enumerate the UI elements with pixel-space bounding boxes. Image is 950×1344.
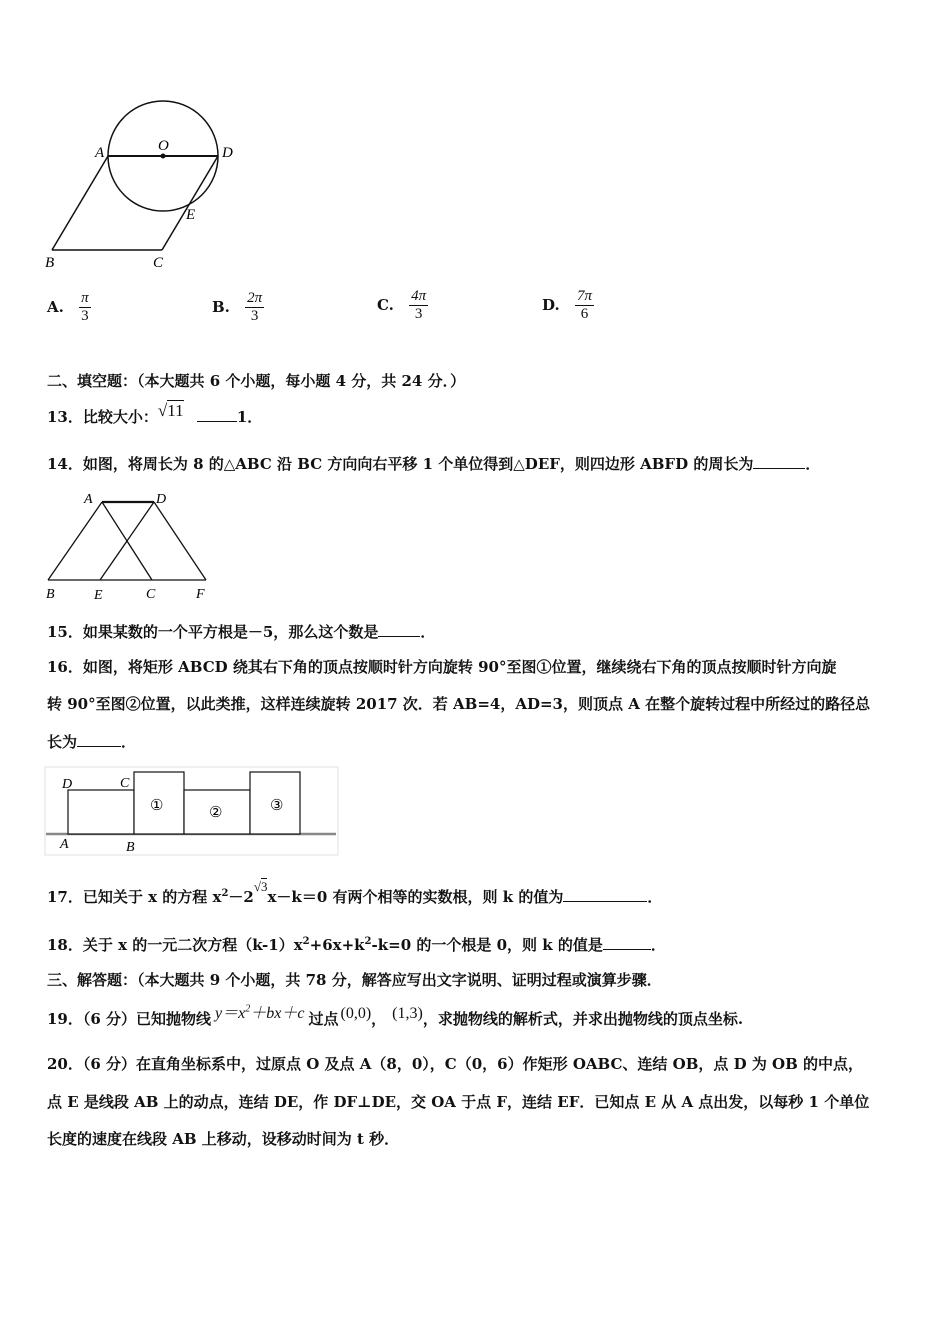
answer-blank[interactable] [378, 635, 420, 637]
option-a[interactable] [47, 290, 91, 326]
question-18 [47, 934, 666, 955]
numerator: 7π [575, 288, 594, 306]
figure-translated-triangles [40, 488, 220, 606]
option-letter: A. [47, 297, 64, 316]
question-20-line-1: 20．（6 分）在直角坐标系中，过原点 O 及点 A（8，0），C（0，6）作矩形 OABC、连结 OB，点 D 为 OB 的中点， [47, 1055, 864, 1073]
label-c: C [146, 587, 156, 602]
center-point-o [161, 154, 166, 159]
q18-prefix: 18．关于 x 的一元二次方程（k-1）x [47, 936, 303, 954]
label-a: A [84, 492, 93, 507]
q19-mid: 过点 [308, 1010, 339, 1028]
option-letter: B. [212, 297, 230, 316]
point-2: (1,3) [392, 1005, 423, 1022]
q14-end: ． [805, 455, 821, 473]
exponent: 2 [364, 936, 372, 947]
denominator: 6 [580, 306, 589, 323]
label-b: B [126, 840, 135, 855]
formula-part: y＝x [215, 1005, 246, 1022]
q18-end: ． [650, 936, 666, 954]
q13-prefix: 13．比较大小： [47, 408, 158, 426]
marker-2: ② [209, 805, 223, 821]
numerator: 4π [409, 288, 428, 306]
option-c[interactable] [377, 288, 428, 324]
q19-prefix: 19．（6 分）已知抛物线 [47, 1010, 212, 1028]
answer-blank[interactable] [197, 420, 237, 422]
label-c: C [120, 776, 130, 791]
section-title-solve: 三、解答题：（本大题共 9 个小题，共 78 分，解答应写出文字说明、证明过程或演算步骤． [47, 971, 662, 989]
label-a: A [95, 145, 105, 161]
q14-text: 14．如图，将周长为 8 的△ABC 沿 BC 方向向右平移 1 个单位得到△DEF，则四边形 ABFD 的周长为 [47, 455, 754, 473]
label-f: F [196, 587, 205, 602]
option-d[interactable] [542, 288, 594, 324]
label-c: C [153, 255, 164, 271]
exponent: 2 [245, 1003, 251, 1015]
segment-ab [48, 502, 102, 580]
marker-3: ③ [270, 798, 284, 814]
label-d: D [62, 777, 73, 792]
sqrt-11: √11 [157, 401, 184, 420]
question-17 [47, 879, 663, 907]
q19-comma: ， [371, 1010, 387, 1028]
q18-mid1: +6x+k [309, 936, 365, 954]
fraction [409, 288, 428, 324]
question-16-line-1: 16．如图，将矩形 ABCD 绕其右下角的顶点按顺时针方向旋转 90°至图①位置，继续绕右下角的顶点按顺时针方向旋 [47, 658, 837, 676]
exponent: 2 [221, 888, 229, 899]
label-b: B [46, 587, 55, 602]
numerator: π [79, 290, 91, 308]
label-e: E [94, 588, 103, 603]
q17-minus: －2 [228, 888, 254, 906]
marker-1: ① [150, 798, 164, 814]
rectangle-abcd [68, 790, 134, 834]
sqrt-3: √3 [253, 879, 268, 894]
q16-text: 长为 [47, 733, 78, 751]
question-13 [47, 401, 263, 427]
q18-mid2: -k=0 的一个根是 0，则 k 的值是 [371, 936, 603, 954]
question-15 [47, 621, 435, 642]
segment-de [100, 502, 154, 580]
question-16-line-3 [47, 731, 136, 752]
option-b[interactable] [212, 290, 264, 326]
option-letter: C. [377, 295, 394, 314]
question-14 [47, 453, 820, 474]
formula-part: ＋bx＋c [250, 1005, 305, 1022]
q13-suffix: 1． [236, 408, 263, 426]
label-d: D [156, 492, 167, 507]
fraction [245, 290, 264, 326]
q15-end: ． [420, 623, 436, 641]
question-20-line-3: 长度的速度在线段 AB 上移动，设移动时间为 t 秒． [47, 1130, 400, 1148]
point-1: (0,0) [340, 1005, 372, 1022]
option-letter: D. [542, 295, 560, 314]
q17-mid: x－k＝0 有两个相等的实数根，则 k 的值为 [267, 888, 564, 906]
label-b: B [45, 255, 55, 271]
fraction [79, 290, 91, 326]
q17-prefix: 17．已知关于 x 的方程 x [47, 888, 222, 906]
segment-df [154, 502, 206, 580]
q15-text: 15．如果某数的一个平方根是－5，那么这个数是 [47, 623, 379, 641]
label-o: O [158, 138, 169, 154]
question-19 [47, 1003, 744, 1029]
figure-circle-parallelogram [40, 95, 250, 275]
numerator: 2π [245, 290, 264, 308]
label-a: A [60, 837, 69, 852]
q16-end: ． [121, 733, 137, 751]
denominator: 3 [250, 308, 259, 325]
fraction [575, 288, 594, 324]
question-16-line-2: 转 90°至图②位置，以此类推，这样连续旋转 2017 次．若 AB=4，AD=3，则顶点 A 在整个旋转过程中所经过的路径总 [47, 695, 871, 713]
segment-cd [162, 156, 218, 250]
question-20-line-2: 点 E 是线段 AB 上的动点，连结 DE，作 DF⊥DE，交 OA 于点 F，连结 EF．已知点 E 从 A 点出发，以每秒 1 个单位 [47, 1093, 870, 1111]
label-e: E [186, 207, 196, 223]
q19-suffix: ，求抛物线的解析式，并求出抛物线的顶点坐标. [422, 1010, 744, 1028]
exponent: 2 [302, 936, 310, 947]
answer-blank[interactable] [77, 745, 121, 747]
label-d: D [222, 145, 233, 161]
answer-blank[interactable] [603, 948, 651, 950]
figure-rotating-rectangles [44, 766, 340, 858]
radicand: 11 [167, 401, 184, 420]
segment-ab [52, 156, 108, 250]
radicand: 3 [260, 879, 268, 894]
parabola-formula [215, 1005, 304, 1022]
section-title-fill-in: 二、填空题：（本大题共 6 个小题，每小题 4 分，共 24 分．） [47, 372, 466, 390]
answer-blank[interactable] [753, 467, 805, 469]
answer-blank[interactable] [563, 900, 647, 902]
denominator: 3 [414, 306, 423, 323]
q17-end: ． [647, 888, 663, 906]
denominator: 3 [81, 308, 89, 325]
